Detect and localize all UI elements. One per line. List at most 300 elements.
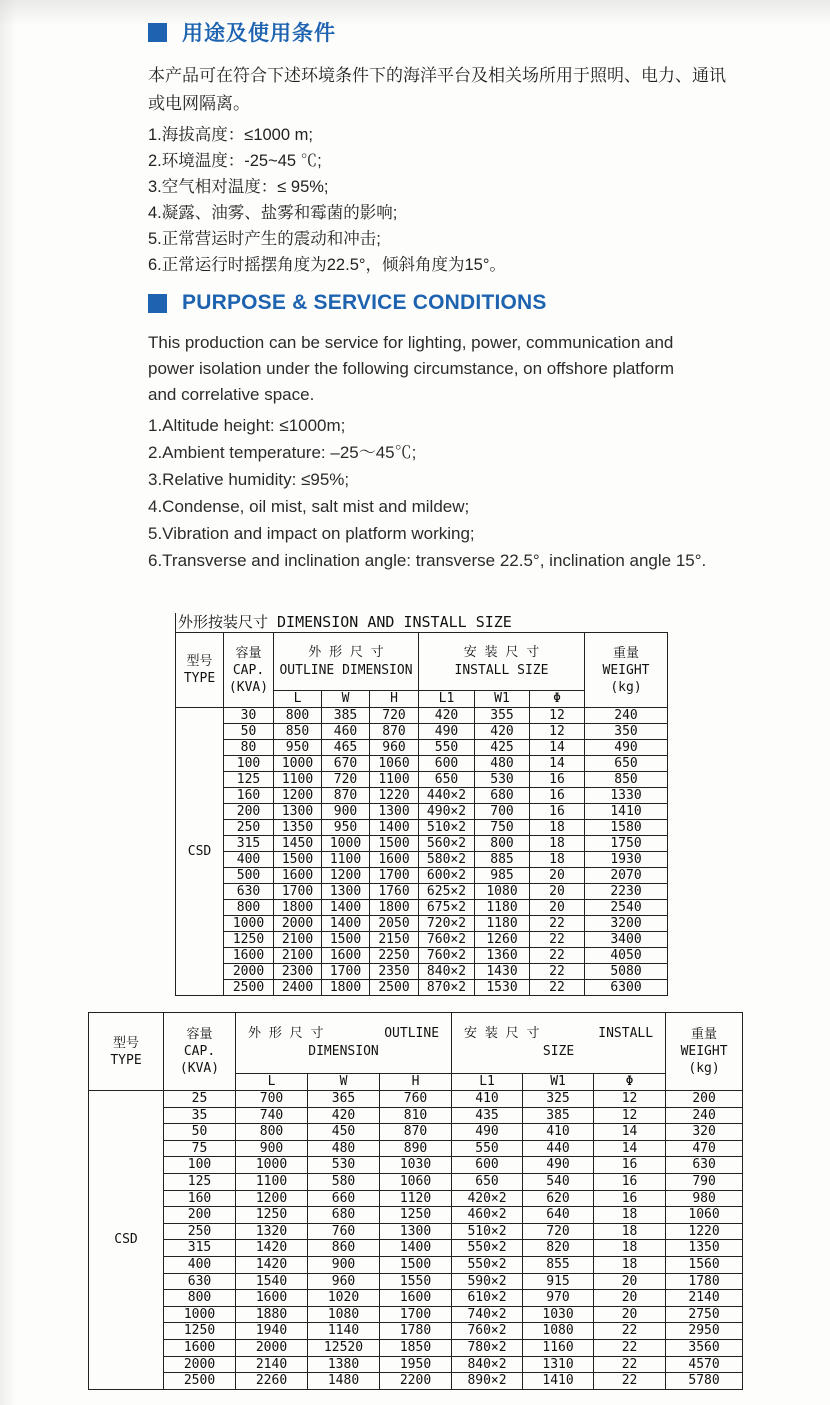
data-cell: 855 <box>523 1256 594 1273</box>
data-cell: 1540 <box>236 1273 308 1290</box>
col-header-type-cn: 型号 <box>112 1035 139 1051</box>
data-cell: 700 <box>475 804 530 820</box>
data-cell: 1760 <box>370 884 419 900</box>
col-header-L1: L1 <box>452 1074 523 1091</box>
data-cell: 1800 <box>322 980 370 996</box>
data-cell: 800 <box>236 1124 308 1141</box>
data-cell: 870 <box>322 788 370 804</box>
col-header-H: H <box>380 1074 452 1091</box>
col-group-outline-cn: 外 形 尺 寸 <box>248 1026 324 1041</box>
col-group-outline-en2: DIMENSION <box>308 1044 379 1059</box>
table-row <box>89 1140 743 1157</box>
data-cell: 1600 <box>274 868 322 884</box>
col-header-weight-unit: (kg) <box>610 679 642 695</box>
table-row <box>89 1173 743 1190</box>
table-row <box>89 1207 743 1224</box>
table-row <box>89 1124 743 1141</box>
type-cell: CSD <box>89 1091 164 1390</box>
data-cell: 4050 <box>585 948 668 964</box>
data-cell: 1000 <box>224 916 274 932</box>
data-cell: 680 <box>308 1207 380 1224</box>
data-cell: 16 <box>530 772 585 788</box>
data-cell: 885 <box>475 852 530 868</box>
data-cell: 1430 <box>475 964 530 980</box>
table-row <box>176 916 668 932</box>
col-header-phi: Φ <box>530 691 585 708</box>
data-cell: 20 <box>530 868 585 884</box>
data-cell: 22 <box>530 980 585 996</box>
blue-square-bullet-icon <box>148 294 167 313</box>
en-condition-item-4: 4.Condense, oil mist, salt mist and mildew; <box>148 497 470 516</box>
data-cell: 2140 <box>666 1290 743 1307</box>
col-header-W: W <box>322 691 370 708</box>
data-cell: 1320 <box>236 1223 308 1240</box>
data-cell: 1410 <box>585 804 668 820</box>
data-cell: 950 <box>274 740 322 756</box>
data-cell: 1100 <box>236 1173 308 1190</box>
data-cell: 650 <box>419 772 475 788</box>
data-cell: 2230 <box>585 884 668 900</box>
data-cell: 22 <box>530 964 585 980</box>
table-row <box>89 1290 743 1307</box>
col-header-capacity-cn: 容量 <box>186 1027 213 1042</box>
data-cell: 400 <box>224 852 274 868</box>
cn-condition-item-4: 4.凝露、油雾、盐雾和霉菌的影响; <box>148 204 398 222</box>
data-cell: 680 <box>475 788 530 804</box>
col-header-capacity-en: CAP. <box>232 662 265 678</box>
data-cell: 1200 <box>236 1190 308 1207</box>
data-cell: 1000 <box>274 756 322 772</box>
data-cell: 22 <box>530 916 585 932</box>
data-cell: 365 <box>308 1091 380 1108</box>
data-cell: 420 <box>308 1107 380 1124</box>
data-cell: 1300 <box>370 804 419 820</box>
data-cell: 18 <box>594 1256 666 1273</box>
table1-caption: 外形按装尺寸 DIMENSION AND INSTALL SIZE <box>175 613 667 632</box>
col-group-install-en2: SIZE <box>542 1044 575 1059</box>
data-cell: 425 <box>475 740 530 756</box>
data-cell: 1780 <box>666 1273 743 1290</box>
en-condition-item-1: 1.Altitude height: ≤1000m; <box>148 416 346 435</box>
data-cell: 1600 <box>224 948 274 964</box>
data-cell: 2140 <box>236 1356 308 1373</box>
data-cell: 1250 <box>380 1207 452 1224</box>
data-cell: 590×2 <box>452 1273 523 1290</box>
data-cell: 2000 <box>164 1356 236 1373</box>
data-cell: 250 <box>224 820 274 836</box>
data-cell: 12 <box>594 1107 666 1124</box>
col-header-type-en: TYPE <box>183 671 216 686</box>
data-cell: 530 <box>308 1157 380 1174</box>
col-header-phi: Φ <box>594 1074 666 1091</box>
data-cell: 1250 <box>164 1323 236 1340</box>
cn-conditions-list <box>148 122 748 278</box>
cn-condition-item-3: 3.空气相对温度：≤ 95%; <box>148 178 329 196</box>
data-cell: 14 <box>594 1124 666 1141</box>
data-cell: 480 <box>475 756 530 772</box>
data-cell: 1200 <box>322 868 370 884</box>
table-row <box>89 1323 743 1340</box>
data-cell: 700 <box>236 1091 308 1108</box>
data-cell: 630 <box>666 1157 743 1174</box>
data-cell: 625×2 <box>419 884 475 900</box>
data-cell: 2260 <box>236 1373 308 1390</box>
data-cell: 410 <box>452 1091 523 1108</box>
dimension-table-2-block <box>88 1012 743 1390</box>
col-group-outline <box>236 1013 452 1074</box>
col-header-W1: W1 <box>523 1074 594 1091</box>
data-cell: 1400 <box>322 916 370 932</box>
data-cell: 850 <box>274 724 322 740</box>
data-cell: 675×2 <box>419 900 475 916</box>
data-cell: 800 <box>475 836 530 852</box>
data-cell: 1700 <box>274 884 322 900</box>
section-en-title: PURPOSE & SERVICE CONDITIONS <box>182 291 547 314</box>
data-cell: 490×2 <box>419 804 475 820</box>
col-header-capacity-unit: (KVA) <box>228 679 269 695</box>
table-row <box>89 1223 743 1240</box>
section-cn-title: 用途及使用条件 <box>182 22 336 45</box>
data-cell: 620 <box>523 1190 594 1207</box>
table-row <box>89 1339 743 1356</box>
data-cell: 20 <box>530 900 585 916</box>
table-row <box>176 708 668 724</box>
data-cell: 1420 <box>236 1240 308 1257</box>
data-cell: 420 <box>419 708 475 724</box>
data-cell: 22 <box>530 932 585 948</box>
blue-square-bullet-icon <box>148 23 167 42</box>
data-cell: 100 <box>224 756 274 772</box>
data-cell: 1450 <box>274 836 322 852</box>
data-cell: 75 <box>164 1140 236 1157</box>
data-cell: 12520 <box>308 1339 380 1356</box>
data-cell: 2350 <box>370 964 419 980</box>
col-header-type-en: TYPE <box>110 1052 142 1068</box>
data-cell: 850 <box>585 772 668 788</box>
data-cell: 800 <box>274 708 322 724</box>
data-cell: 510×2 <box>452 1223 523 1240</box>
dimension-table-1-block <box>175 613 668 996</box>
data-cell: 1000 <box>164 1306 236 1323</box>
data-cell: 350 <box>585 724 668 740</box>
data-cell: 1600 <box>380 1290 452 1307</box>
data-cell: 465 <box>322 740 370 756</box>
data-cell: 18 <box>530 836 585 852</box>
data-cell: 1160 <box>523 1339 594 1356</box>
data-cell: 1600 <box>370 852 419 868</box>
col-header-L1: L1 <box>419 691 475 708</box>
data-cell: 1030 <box>523 1306 594 1323</box>
col-header-weight-en: WEIGHT <box>602 662 650 678</box>
data-cell: 125 <box>164 1173 236 1190</box>
data-cell: 325 <box>523 1091 594 1108</box>
en-conditions-list <box>148 412 798 574</box>
data-cell: 16 <box>594 1157 666 1174</box>
data-cell: 2400 <box>274 980 322 996</box>
table1-body <box>176 708 668 996</box>
dimension-install-table-2 <box>88 1012 743 1390</box>
table-row <box>89 1091 743 1108</box>
data-cell: 410 <box>523 1124 594 1141</box>
table-row <box>176 868 668 884</box>
data-cell: 1400 <box>322 900 370 916</box>
data-cell: 315 <box>164 1240 236 1257</box>
data-cell: 1080 <box>475 884 530 900</box>
data-cell: 6300 <box>585 980 668 996</box>
data-cell: 80 <box>224 740 274 756</box>
data-cell: 1700 <box>322 964 370 980</box>
col-group-install-cn: 安 装 尺 寸 <box>464 1026 540 1041</box>
table-row <box>176 964 668 980</box>
data-cell: 1180 <box>475 916 530 932</box>
data-cell: 490 <box>419 724 475 740</box>
data-cell: 30 <box>224 708 274 724</box>
data-cell: 900 <box>236 1140 308 1157</box>
col-header-weight <box>585 633 668 708</box>
data-cell: 160 <box>164 1190 236 1207</box>
data-cell: 720×2 <box>419 916 475 932</box>
data-cell: 12 <box>530 724 585 740</box>
data-cell: 22 <box>594 1356 666 1373</box>
data-cell: 4570 <box>666 1356 743 1373</box>
data-cell: 1800 <box>370 900 419 916</box>
data-cell: 2000 <box>236 1339 308 1356</box>
table-row <box>89 1240 743 1257</box>
data-cell: 630 <box>164 1273 236 1290</box>
table-row <box>89 1190 743 1207</box>
data-cell: 18 <box>594 1240 666 1257</box>
data-cell: 1360 <box>475 948 530 964</box>
data-cell: 1220 <box>370 788 419 804</box>
data-cell: 1500 <box>380 1256 452 1273</box>
data-cell: 1500 <box>370 836 419 852</box>
data-cell: 960 <box>308 1273 380 1290</box>
data-cell: 240 <box>585 708 668 724</box>
col-header-capacity-cn: 容量 <box>235 645 262 661</box>
data-cell: 1800 <box>274 900 322 916</box>
data-cell: 1480 <box>308 1373 380 1390</box>
cn-condition-item-2: 2.环境温度：-25~45 ℃; <box>148 152 322 170</box>
data-cell: 840×2 <box>419 964 475 980</box>
data-cell: 20 <box>594 1273 666 1290</box>
data-cell: 900 <box>322 804 370 820</box>
data-cell: 1000 <box>322 836 370 852</box>
data-cell: 1260 <box>475 932 530 948</box>
data-cell: 200 <box>164 1207 236 1224</box>
data-cell: 2300 <box>274 964 322 980</box>
data-cell: 3560 <box>666 1339 743 1356</box>
col-group-install-en1: INSTALL <box>598 1026 654 1041</box>
data-cell: 2500 <box>224 980 274 996</box>
data-cell: 2100 <box>274 948 322 964</box>
table-row <box>176 756 668 772</box>
section-cn <box>148 17 748 278</box>
data-cell: 720 <box>370 708 419 724</box>
col-header-capacity-en: CAP. <box>183 1044 216 1059</box>
data-cell: 20 <box>530 884 585 900</box>
en-condition-item-2: 2.Ambient temperature: –25～45℃; <box>148 443 417 462</box>
col-header-W1: W1 <box>475 691 530 708</box>
cn-condition-item-5: 5.正常营运时产生的震动和冲击; <box>148 230 381 248</box>
cn-condition-item-1: 1.海拔高度：≤1000 m; <box>148 126 313 144</box>
data-cell: 1550 <box>380 1273 452 1290</box>
col-header-weight-unit: (kg) <box>688 1061 720 1076</box>
data-cell: 435 <box>452 1107 523 1124</box>
col-header-W: W <box>308 1074 380 1091</box>
table-row <box>89 1256 743 1273</box>
data-cell: 820 <box>523 1240 594 1257</box>
data-cell: 1600 <box>164 1339 236 1356</box>
table-row <box>176 724 668 740</box>
table-row <box>176 980 668 996</box>
data-cell: 1350 <box>666 1240 743 1257</box>
data-cell: 3200 <box>585 916 668 932</box>
data-cell: 315 <box>224 836 274 852</box>
data-cell: 630 <box>224 884 274 900</box>
data-cell: 1600 <box>236 1290 308 1307</box>
data-cell: 1880 <box>236 1306 308 1323</box>
data-cell: 14 <box>530 756 585 772</box>
data-cell: 355 <box>475 708 530 724</box>
data-cell: 1120 <box>380 1190 452 1207</box>
table-row <box>176 948 668 964</box>
data-cell: 870×2 <box>419 980 475 996</box>
data-cell: 610×2 <box>452 1290 523 1307</box>
data-cell: 2250 <box>370 948 419 964</box>
data-cell: 250 <box>164 1223 236 1240</box>
data-cell: 450 <box>308 1124 380 1141</box>
data-cell: 540 <box>523 1173 594 1190</box>
table-row <box>176 884 668 900</box>
table-row <box>176 852 668 868</box>
data-cell: 720 <box>523 1223 594 1240</box>
data-cell: 1600 <box>322 948 370 964</box>
data-cell: 890×2 <box>452 1373 523 1390</box>
data-cell: 1940 <box>236 1323 308 1340</box>
data-cell: 3400 <box>585 932 668 948</box>
data-cell: 860 <box>308 1240 380 1257</box>
data-cell: 16 <box>530 788 585 804</box>
data-cell: 500 <box>224 868 274 884</box>
data-cell: 20 <box>594 1306 666 1323</box>
data-cell: 14 <box>530 740 585 756</box>
data-cell: 1530 <box>475 980 530 996</box>
data-cell: 125 <box>224 772 274 788</box>
data-cell: 50 <box>224 724 274 740</box>
col-group-outline-en: OUTLINE DIMENSION <box>279 662 413 678</box>
data-cell: 460 <box>322 724 370 740</box>
en-condition-item-5: 5.Vibration and impact on platform working; <box>148 524 475 543</box>
section-en <box>148 291 798 574</box>
data-cell: 18 <box>594 1223 666 1240</box>
data-cell: 2000 <box>224 964 274 980</box>
data-cell: 740×2 <box>452 1306 523 1323</box>
data-cell: 490 <box>452 1124 523 1141</box>
data-cell: 1350 <box>274 820 322 836</box>
col-header-type <box>89 1013 164 1091</box>
table-row <box>176 836 668 852</box>
table-row <box>89 1107 743 1124</box>
data-cell: 1310 <box>523 1356 594 1373</box>
data-cell: 890 <box>380 1140 452 1157</box>
data-cell: 2100 <box>274 932 322 948</box>
data-cell: 2500 <box>370 980 419 996</box>
data-cell: 470 <box>666 1140 743 1157</box>
data-cell: 480 <box>308 1140 380 1157</box>
data-cell: 2070 <box>585 868 668 884</box>
data-cell: 1500 <box>322 932 370 948</box>
dimension-install-table-1 <box>175 632 668 996</box>
data-cell: 12 <box>530 708 585 724</box>
data-cell: 760×2 <box>452 1323 523 1340</box>
data-cell: 200 <box>666 1091 743 1108</box>
col-header-capacity-unit: (KVA) <box>179 1061 220 1076</box>
data-cell: 18 <box>530 852 585 868</box>
en-condition-item-3: 3.Relative humidity: ≤95%; <box>148 470 350 489</box>
data-cell: 1250 <box>224 932 274 948</box>
data-cell: 2150 <box>370 932 419 948</box>
data-cell: 1780 <box>380 1323 452 1340</box>
section-en-heading <box>148 291 798 315</box>
data-cell: 22 <box>594 1323 666 1340</box>
data-cell: 420 <box>475 724 530 740</box>
data-cell: 200 <box>224 804 274 820</box>
data-cell: 100 <box>164 1157 236 1174</box>
section-cn-heading <box>148 17 748 47</box>
data-cell: 980 <box>666 1190 743 1207</box>
cn-condition-item-6: 6.正常运行时摇摆角度为22.5°，倾斜角度为15°。 <box>148 256 506 274</box>
data-cell: 460×2 <box>452 1207 523 1224</box>
table-row <box>89 1373 743 1390</box>
data-cell: 1560 <box>666 1256 743 1273</box>
data-cell: 1930 <box>585 852 668 868</box>
data-cell: 1950 <box>380 1356 452 1373</box>
data-cell: 600 <box>419 756 475 772</box>
data-cell: 1700 <box>370 868 419 884</box>
data-cell: 1100 <box>274 772 322 788</box>
data-cell: 800 <box>224 900 274 916</box>
col-header-weight <box>666 1013 743 1091</box>
data-cell: 16 <box>530 804 585 820</box>
data-cell: 440×2 <box>419 788 475 804</box>
data-cell: 800 <box>164 1290 236 1307</box>
data-cell: 650 <box>585 756 668 772</box>
data-cell: 1100 <box>322 852 370 868</box>
col-group-outline-line1 <box>236 1025 451 1043</box>
data-cell: 240 <box>666 1107 743 1124</box>
table-row <box>176 932 668 948</box>
data-cell: 2750 <box>666 1306 743 1323</box>
data-cell: 1220 <box>666 1223 743 1240</box>
table2-body <box>89 1091 743 1390</box>
col-group-outline-cn: 外 形 尺 寸 <box>308 644 384 660</box>
data-cell: 22 <box>530 948 585 964</box>
data-cell: 12 <box>594 1091 666 1108</box>
data-cell: 22 <box>594 1373 666 1390</box>
data-cell: 1020 <box>308 1290 380 1307</box>
data-cell: 760×2 <box>419 948 475 964</box>
table-row <box>89 1157 743 1174</box>
data-cell: 790 <box>666 1173 743 1190</box>
data-cell: 1080 <box>523 1323 594 1340</box>
table-row <box>176 900 668 916</box>
data-cell: 650 <box>452 1173 523 1190</box>
data-cell: 740 <box>236 1107 308 1124</box>
data-cell: 160 <box>224 788 274 804</box>
data-cell: 840×2 <box>452 1356 523 1373</box>
data-cell: 810 <box>380 1107 452 1124</box>
table-row <box>89 1306 743 1323</box>
